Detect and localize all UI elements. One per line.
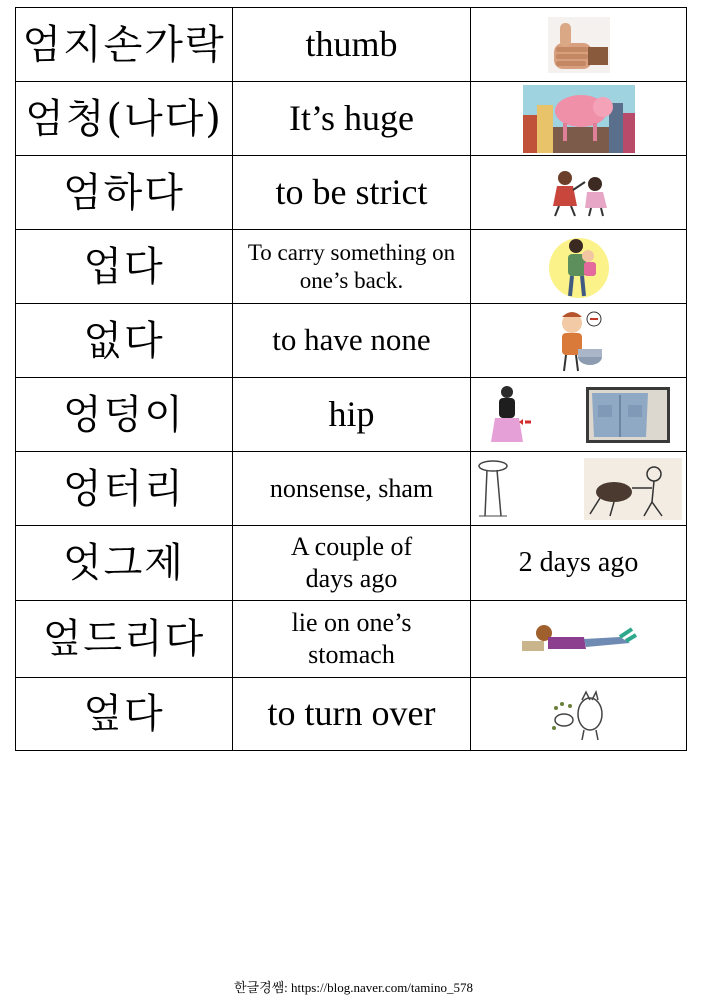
- korean-word: 엎드리다: [42, 616, 206, 662]
- korean-word: 엎다: [83, 691, 165, 737]
- korean-word-cell: [16, 378, 233, 452]
- picture-cell: [471, 8, 687, 82]
- giant-pig-picture: [523, 85, 635, 153]
- english-meaning-cell: [233, 8, 471, 82]
- have-none-picture: [554, 309, 604, 373]
- table-row: [16, 82, 687, 156]
- english-meaning: To carry something on one’s back.: [247, 240, 456, 293]
- table-row: [16, 8, 687, 82]
- korean-word: 엉덩이: [63, 391, 185, 438]
- english-meaning-cell: [233, 156, 471, 230]
- korean-word-cell: [16, 82, 233, 156]
- korean-word-cell: [16, 452, 233, 526]
- picture-cell: [471, 82, 687, 156]
- picture-cell: [471, 678, 687, 751]
- lying-on-stomach-picture: [520, 619, 638, 659]
- picture-cell: [471, 601, 687, 678]
- english-meaning-cell: [233, 82, 471, 156]
- table-row: [16, 304, 687, 378]
- picture-cell: [471, 304, 687, 378]
- table-row: [16, 526, 687, 601]
- thumbs-up-picture: [548, 17, 610, 73]
- english-meaning-cell: [233, 378, 471, 452]
- image-caption: 2 days ago: [518, 547, 639, 578]
- korean-word-cell: [16, 304, 233, 378]
- english-meaning-cell: [233, 452, 471, 526]
- jeans-photo: [586, 387, 670, 443]
- korean-word: 업다: [83, 243, 165, 290]
- english-meaning-cell: [233, 230, 471, 304]
- table-row: [16, 601, 687, 678]
- korean-word: 엉터리: [63, 465, 185, 512]
- korean-word: 엄청(나다): [25, 95, 223, 142]
- english-meaning: to have none: [272, 322, 431, 358]
- table-row: [16, 452, 687, 526]
- table-row: [16, 678, 687, 751]
- english-meaning: lie on one’s stomach: [291, 608, 412, 669]
- table-row: [16, 156, 687, 230]
- korean-word-cell: [16, 8, 233, 82]
- picture-cell: [471, 452, 687, 526]
- table-row: [16, 378, 687, 452]
- strict-scolding-picture: [545, 168, 613, 218]
- korean-word-cell: [16, 678, 233, 751]
- nonsense-pictures: [471, 458, 686, 520]
- korean-word: 엄하다: [63, 169, 185, 216]
- korean-word-cell: [16, 230, 233, 304]
- hip-pictures: [471, 386, 686, 444]
- korean-word: 엇그제: [63, 540, 185, 586]
- insect-figure-picture: [584, 458, 682, 520]
- vocabulary-table: [15, 7, 687, 751]
- english-meaning: to turn over: [267, 693, 436, 734]
- english-meaning: It’s huge: [289, 97, 414, 138]
- turn-over-picture: [548, 686, 610, 742]
- korean-word-cell: [16, 526, 233, 601]
- english-meaning: to be strict: [275, 171, 428, 212]
- table-row: [16, 230, 687, 304]
- carry-on-back-picture: [546, 234, 612, 300]
- footer-credit: 한글경쌤: https://blog.naver.com/tamino_578: [233, 980, 474, 995]
- fish-on-stilts-picture: [475, 458, 515, 520]
- korean-word-cell: [16, 601, 233, 678]
- korean-word: 엄지손가락: [22, 21, 226, 68]
- english-meaning-cell: [233, 304, 471, 378]
- woman-hip-picture: [487, 386, 533, 444]
- korean-word-cell: [16, 156, 233, 230]
- english-meaning: A couple of days ago: [290, 532, 413, 593]
- picture-cell: [471, 378, 687, 452]
- picture-cell: [471, 230, 687, 304]
- english-meaning: hip: [328, 393, 375, 434]
- picture-cell: [471, 526, 687, 601]
- english-meaning-cell: [233, 678, 471, 751]
- english-meaning: nonsense, sham: [269, 473, 434, 503]
- korean-word: 없다: [83, 317, 165, 364]
- english-meaning-cell: [233, 601, 471, 678]
- english-meaning-cell: [233, 526, 471, 601]
- picture-cell: [471, 156, 687, 230]
- english-meaning: thumb: [305, 23, 398, 64]
